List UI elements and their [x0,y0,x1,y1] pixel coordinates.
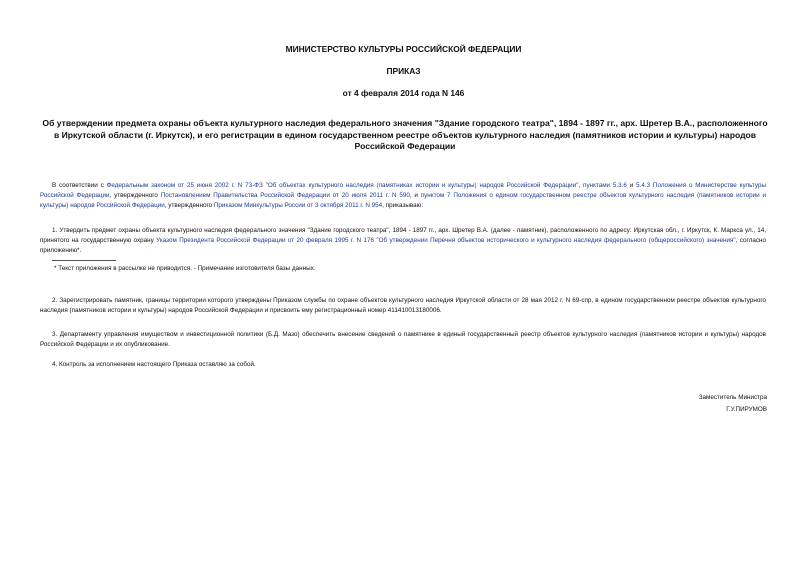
link-registry-regulation[interactable]: пунктом 7 Положения о едином государственном реестре объектов культурного наследия (памятников истории и культуры) народов Российской Федерации [40,192,766,210]
preamble-paragraph [40,181,766,212]
footnote-separator [52,260,116,261]
preamble-text-1: В соответствии с [52,182,107,189]
preamble-text-4: , утвержденного [109,192,161,200]
footnote: * Текст приложения в рассылке не приводится. - Примечание изготовителя базы данных. [54,265,316,272]
preamble-text-3: и [626,182,637,189]
preamble-text-2: , [578,182,584,189]
link-federal-law-73[interactable]: Федеральным законом от 25 июня 2002 г. N 73-ФЗ "Об объектах культурного наследия (памятниках истории и культуры) народов Российской Федерации" [106,182,579,189]
preamble-text-6: , утвержденного [164,202,214,210]
doc-type-heading: ПРИКАЗ [386,66,421,76]
link-presidential-decree-176[interactable]: Указом Президента Российской Федерации от 20 февраля 1995 г. N 176 "Об утверждении Перечня объектов исторического и культурного наследия федерального (общероссийского) значения" [156,237,736,245]
item-2-paragraph: 2. Зарегистрировать памятник, границы территории которого утверждены Приказом службы по охране объектов культурного наследия Иркутской области от 28 мая 2012 г. N 69-спр, в едином государственном реестре объектов культурного наследия (памятников истории и культуры) народов Российской Федерации и присвоить ему регистрационный номер 411410013180006. [40,297,766,315]
item-4-paragraph: 4. Контроль за исполнением настоящего Приказа оставляю за собой. [52,361,256,368]
date-number-heading: от 4 февраля 2014 года N 146 [342,88,465,98]
preamble-text-7: , приказываю: [382,202,424,210]
link-ministry-regulation[interactable]: 5.4.3 Положения о Министерстве культуры Российской Федерации [40,182,766,200]
preamble-text-5: , и [409,192,421,200]
item-1-text-1: 1. Утвердить предмет охраны объекта культурного наследия федерального значения "Здание городского театра", 1894 - 1897 гг., арх. Шретер В.А. (далее - памятник), расположенного по адресу: Иркутская обл., г. Иркутск, К. Маркса ул., 14, принятого на государственную охрану [40,227,766,245]
document-title: Об утверждении предмета охраны объекта культурного наследия федерального значения "Здание городского театра", 1894 - 1897 гг., арх. Шретер В.А., расположенного в Иркутской области (г. Иркутск), и его регистрации в едином государственном реестре объектов культурного наследия (памятников истории и культуры) народов Российской Федерации [42,118,768,151]
signature-position: Заместитель Министра [698,394,767,401]
link-point-5-3-6[interactable]: пунктами 5.3.6 [583,182,627,189]
signature-name: Г.У.ПИРУМОВ [726,406,767,413]
link-government-resolution-590[interactable]: Постановлением Правительства Российской Федерации от 20 июля 2011 г. N 590 [160,192,410,200]
item-1-text-2: , согласно приложению*. [40,237,767,255]
ministry-heading: МИНИСТЕРСТВО КУЛЬТУРЫ РОССИЙСКОЙ ФЕДЕРАЦИИ [285,44,522,54]
item-1-paragraph [40,226,766,257]
item-3-paragraph: 3. Департаменту управления имуществом и инвестиционной политики (Б.Д. Мазо) обеспечить внесение сведений о памятнике в единый государственный реестр объектов культурного наследия (памятников истории и культуры) народов Российской Федерации и их опубликование. [40,331,766,349]
link-order-954[interactable]: Приказом Минкультуры России от 3 октября 2011 г. N 954 [213,202,383,210]
